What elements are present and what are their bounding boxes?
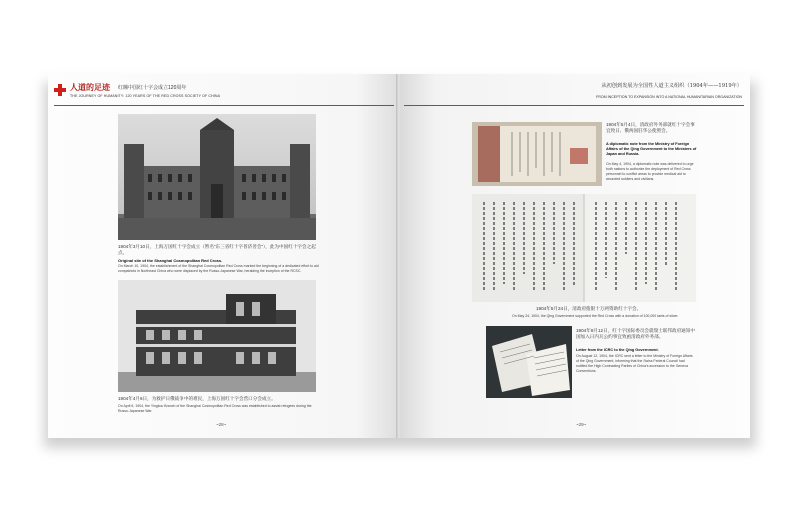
r-caption3-title-en: Letter from the ICRC to the Qing Government. bbox=[576, 348, 659, 352]
donation-document-photo bbox=[472, 194, 696, 302]
header-rule bbox=[54, 105, 394, 106]
r-caption1-en: On May 4, 1904, a diplomatic note was delivered to urge both nations to authorize the deployment of Red Cross personnel to conflict areas to provide medical aid to wounded soldiers and civilians. bbox=[606, 162, 694, 181]
page-number-left: ~28~ bbox=[216, 422, 227, 427]
r-caption1-title-en: A diplomatic note from the Ministry of Foreign Affairs of the Qing Government to the Ministers of Japan and Russia. bbox=[606, 142, 697, 156]
book-title-cn: 人道的足迹 bbox=[70, 82, 110, 92]
r-caption2-en: On May 24, 1904, the Qing Government supported the Red Cross with a donation of 100,000 taels of silver. bbox=[512, 314, 679, 318]
diplomatic-note-photo bbox=[472, 122, 602, 186]
page-number-right: ~29~ bbox=[576, 422, 587, 427]
r-caption2-cn: 1904年5月24日，清政府拨银十万两资助红十字会。 bbox=[536, 306, 642, 311]
book-subtitle-cn: 红曈中国红十字会成立120周年 bbox=[118, 85, 187, 91]
caption2-en: On April 6, 1904, the Yingkou Branch of the Shanghai Cosmopolitan Red Cross was established to assist refugees during the Russo-Japanese War. bbox=[118, 404, 312, 413]
book-subtitle-en: THE JOURNEY OF HUMANITY: 120 YEARS OF THE RED CROSS SOCIETY OF CHINA bbox=[70, 94, 221, 98]
r-caption1-cn: 1904年5月4日，清政府外务部就红十字会事宜致日、俄两国驻华公使照会。 bbox=[606, 122, 695, 133]
chapter-title-cn: 从初创到发展为全国性人道主义组织（1904年——1919年） bbox=[601, 83, 742, 89]
building-photo bbox=[118, 114, 316, 240]
right-page bbox=[400, 74, 750, 438]
caption2-cn: 1904年4月6日，为救护日俄战争中的难民，上海万国红十字会营口分会成立。 bbox=[118, 396, 276, 401]
r-caption3-cn: 1904年8月12日，红十字国际委员会就瑞士联邦政府通知中国加入日内瓦公约事宜致函清政府外务部。 bbox=[576, 328, 695, 339]
caption1-cn: 1904年3月10日，上海万国红十字会成立（暂名“东三省红十字普济善会”），此为中国红十字会之起点。 bbox=[118, 244, 316, 255]
header-rule bbox=[404, 105, 744, 106]
branch-building-photo bbox=[118, 280, 316, 392]
caption1-title-en: Original site of the Shanghai Cosmopolitan Red Cross. bbox=[118, 258, 223, 263]
icrc-letter-photo bbox=[486, 326, 572, 398]
chapter-title-en: FROM INCEPTION TO EXPANSION INTO A NATIONAL HUMANITARIAN ORGANIZATION bbox=[596, 95, 742, 99]
red-cross-logo-icon bbox=[54, 84, 66, 96]
r-caption3-en: On August 12, 1904, the ICRC sent a letter to the Ministry of Foreign Affairs of the Qing Government, informing that the Swiss Federal Council had notified the High Contracting Parties of China's accession to the Geneva Conventions. bbox=[576, 354, 693, 373]
caption1-en: On March 10, 1904, the establishment of the Shanghai Cosmopolitan Red Cross marked the beginning of a dedicated effort to aid compatriots in Northeast China who were displaced by the Russo-Japanese War, heralding the inception of the RCSC. bbox=[118, 264, 319, 273]
left-page bbox=[48, 74, 398, 438]
